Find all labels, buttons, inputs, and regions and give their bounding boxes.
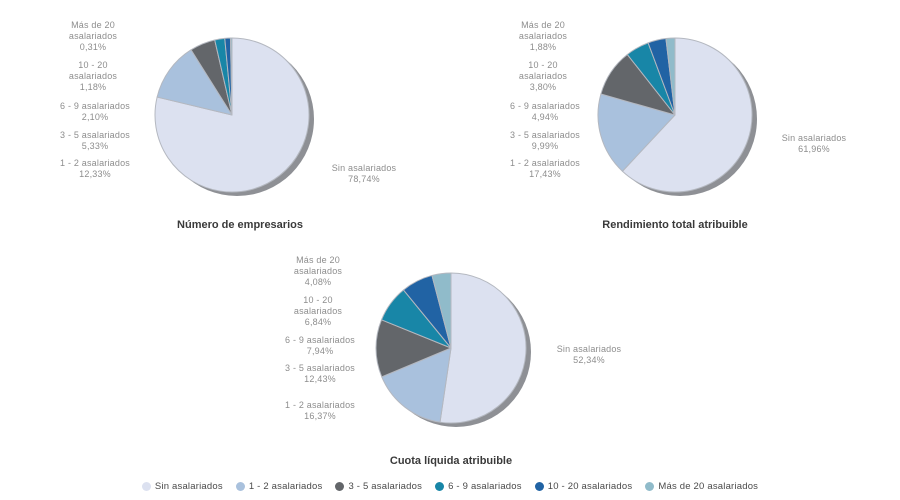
legend-item-1 - 2 asalariados[interactable]: [236, 481, 323, 492]
slice-label-text: Sin asalariados: [556, 344, 622, 354]
slice-label-6 - 9 asalariados: [60, 101, 130, 123]
slice-label-text: Más de 20 asalariados: [68, 20, 118, 41]
chart-cuota-liquida-atribuible: [225, 250, 675, 475]
legend-label: 10 - 20 asalariados: [547, 481, 633, 492]
slice-value: 9,99%: [531, 141, 559, 151]
chart-title: Número de empresarios: [177, 219, 303, 231]
legend-item-3 - 5 asalariados[interactable]: [335, 481, 422, 492]
slice-label-text: 10 - 20 asalariados: [68, 60, 118, 81]
slice-label-Más de 20 asalariados: [281, 255, 355, 288]
legend-label: 6 - 9 asalariados: [448, 481, 522, 492]
slice-label-10 - 20 asalariados: [506, 60, 580, 93]
slice-value: 4,94%: [531, 112, 559, 122]
chart-numero-de-empresarios: [0, 0, 450, 250]
legend: [0, 481, 900, 492]
slice-label-text: 6 - 9 asalariados: [285, 335, 355, 345]
slice-label-text: Más de 20 asalariados: [518, 20, 568, 41]
slice-value: 1,88%: [529, 42, 557, 52]
slice-label-text: 6 - 9 asalariados: [510, 101, 580, 111]
slice-label-Sin asalariados: [318, 163, 410, 185]
legend-marker: [535, 482, 544, 491]
slice-label-text: Sin asalariados: [781, 133, 847, 143]
slice-label-text: 3 - 5 asalariados: [285, 363, 355, 373]
legend-label: Sin asalariados: [154, 481, 223, 492]
slice-label-text: 10 - 20 asalariados: [293, 295, 343, 316]
slice-value: 1,18%: [79, 82, 107, 92]
slice-label-3 - 5 asalariados: [285, 363, 355, 385]
slice-value: 78,74%: [348, 174, 380, 184]
slice-value: 4,08%: [304, 277, 332, 287]
legend-label: 3 - 5 asalariados: [348, 481, 423, 492]
slice-label-Más de 20 asalariados: [56, 20, 130, 53]
slice-value: 3,80%: [529, 82, 557, 92]
slice-value: 5,33%: [81, 141, 109, 151]
legend-label: 1 - 2 asalariados: [248, 481, 323, 492]
slice-label-10 - 20 asalariados: [281, 295, 355, 328]
chart-rendimiento-total-atribuible: [450, 0, 900, 250]
legend-item-Más de 20 asalariados[interactable]: [645, 481, 758, 492]
legend-item-6 - 9 asalariados[interactable]: [435, 481, 522, 492]
slice-value: 61,96%: [798, 144, 830, 154]
slice-value: 0,31%: [79, 42, 107, 52]
slice-value: 6,84%: [304, 317, 332, 327]
slice-label-text: Más de 20 asalariados: [293, 255, 343, 276]
slice-value: 17,43%: [529, 169, 561, 179]
slice-value: 16,37%: [304, 411, 336, 421]
slice-label-text: 10 - 20 asalariados: [518, 60, 568, 81]
legend-label: Más de 20 asalariados: [658, 481, 759, 492]
slice-label-Sin asalariados: [768, 133, 860, 155]
slice-label-1 - 2 asalariados: [60, 158, 130, 180]
slice-label-text: 1 - 2 asalariados: [285, 400, 355, 410]
slice-value: 12,43%: [304, 374, 336, 384]
slice-label-text: 1 - 2 asalariados: [510, 158, 580, 168]
slice-label-3 - 5 asalariados: [510, 130, 580, 152]
slice-label-6 - 9 asalariados: [285, 335, 355, 357]
slice-label-6 - 9 asalariados: [510, 101, 580, 123]
legend-item-Sin asalariados[interactable]: [142, 481, 223, 492]
slice-label-text: 3 - 5 asalariados: [510, 130, 580, 140]
slice-label-10 - 20 asalariados: [56, 60, 130, 93]
chart-title: Cuota líquida atribuible: [389, 455, 513, 467]
slice-value: 7,94%: [306, 346, 334, 356]
slice-value: 12,33%: [79, 169, 111, 179]
slice-label-3 - 5 asalariados: [60, 130, 130, 152]
slice-label-text: 3 - 5 asalariados: [60, 130, 130, 140]
slice-label-1 - 2 asalariados: [285, 400, 355, 422]
slice-label-Sin asalariados: [543, 344, 635, 366]
slice-value: 2,10%: [81, 112, 109, 122]
legend-marker: [335, 482, 344, 491]
legend-marker: [142, 482, 151, 491]
slice-label-text: Sin asalariados: [331, 163, 397, 173]
legend-item-10 - 20 asalariados[interactable]: [535, 481, 633, 492]
legend-marker: [435, 482, 444, 491]
slice-label-1 - 2 asalariados: [510, 158, 580, 180]
slice-value: 52,34%: [573, 355, 605, 365]
legend-marker: [645, 482, 654, 491]
slice-label-Más de 20 asalariados: [506, 20, 580, 53]
slice-label-text: 6 - 9 asalariados: [60, 101, 130, 111]
slice-label-text: 1 - 2 asalariados: [60, 158, 130, 168]
chart-title: Rendimiento total atribuible: [602, 219, 748, 231]
legend-marker: [236, 482, 245, 491]
